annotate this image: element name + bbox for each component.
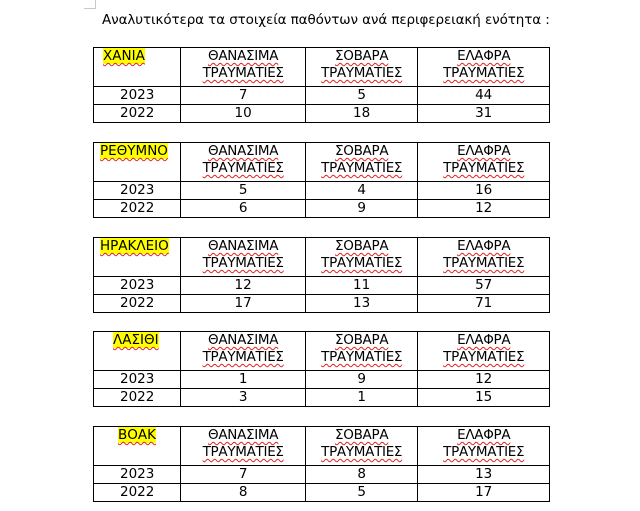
light-cell: 57: [418, 277, 550, 295]
year-cell: 2022: [94, 200, 181, 218]
header-line1: ΘΑΝΑΣΙΜΑ: [208, 332, 279, 348]
year-cell: 2022: [94, 295, 181, 313]
region-name: ΧΑΝΙΑ: [103, 48, 145, 64]
header-line1: ΘΑΝΑΣΙΜΑ: [208, 238, 279, 254]
document-heading: Αναλυτικότερα τα στοιχεία παθόντων ανά περιφερειακή ενότητα :: [102, 12, 550, 28]
header-serious: [305, 332, 417, 371]
header-line2: ΤΡΑΥΜΑΤΙΕΣ: [443, 255, 525, 271]
table-row: [94, 182, 550, 200]
header-serious: [305, 427, 417, 466]
year-cell: 2023: [94, 277, 181, 295]
serious-cell: 5: [305, 484, 417, 502]
region-name: ΒΟΑΚ: [118, 427, 156, 443]
region-table-chania: [93, 47, 550, 123]
serious-cell: 5: [305, 87, 417, 105]
table-row: [94, 484, 550, 502]
table-row: [94, 389, 550, 407]
light-cell: 15: [418, 389, 550, 407]
light-cell: 31: [418, 105, 550, 123]
year-cell: 2023: [94, 87, 181, 105]
year-cell: 2022: [94, 105, 181, 123]
serious-cell: 9: [305, 200, 417, 218]
fatal-cell: 10: [181, 105, 306, 123]
table-header-row: [94, 332, 550, 371]
header-light: [418, 427, 550, 466]
header-line2: ΤΡΑΥΜΑΤΙΕΣ: [321, 160, 403, 176]
fatal-cell: 7: [181, 466, 306, 484]
serious-cell: 13: [305, 295, 417, 313]
header-line2: ΤΡΑΥΜΑΤΙΕΣ: [443, 65, 525, 81]
header-line1: ΕΛΑΦΡΑ: [457, 332, 511, 348]
table-row: [94, 277, 550, 295]
serious-cell: 11: [305, 277, 417, 295]
table-row: [94, 200, 550, 218]
table-row: [94, 87, 550, 105]
light-cell: 12: [418, 371, 550, 389]
region-name-cell: [94, 48, 181, 87]
region-name: ΛΑΣΙΘΙ: [113, 332, 159, 348]
region-table-heraklion: [93, 237, 550, 313]
serious-cell: 8: [305, 466, 417, 484]
table-header-row: [94, 48, 550, 87]
year-cell: 2022: [94, 484, 181, 502]
table-header-row: [94, 238, 550, 277]
header-line2: ΤΡΑΥΜΑΤΙΕΣ: [202, 349, 284, 365]
light-cell: 16: [418, 182, 550, 200]
header-line1: ΕΛΑΦΡΑ: [457, 427, 511, 443]
header-light: [418, 48, 550, 87]
region-name-cell: [94, 143, 181, 182]
header-line2: ΤΡΑΥΜΑΤΙΕΣ: [202, 255, 284, 271]
header-line1: ΣΟΒΑΡΑ: [335, 332, 389, 348]
year-cell: 2023: [94, 182, 181, 200]
fatal-cell: 7: [181, 87, 306, 105]
header-line1: ΣΟΒΑΡΑ: [335, 48, 389, 64]
header-line1: ΕΛΑΦΡΑ: [457, 143, 511, 159]
table-row: [94, 105, 550, 123]
fatal-cell: 1: [181, 371, 306, 389]
header-serious: [305, 143, 417, 182]
header-serious: [305, 238, 417, 277]
light-cell: 12: [418, 200, 550, 218]
fatal-cell: 5: [181, 182, 306, 200]
header-fatal: [181, 238, 306, 277]
header-line2: ΤΡΑΥΜΑΤΙΕΣ: [321, 349, 403, 365]
header-line1: ΘΑΝΑΣΙΜΑ: [208, 48, 279, 64]
header-fatal: [181, 332, 306, 371]
header-fatal: [181, 143, 306, 182]
region-name-cell: [94, 427, 181, 466]
header-line1: ΣΟΒΑΡΑ: [335, 238, 389, 254]
header-line2: ΤΡΑΥΜΑΤΙΕΣ: [443, 349, 525, 365]
header-line2: ΤΡΑΥΜΑΤΙΕΣ: [443, 160, 525, 176]
light-cell: 71: [418, 295, 550, 313]
serious-cell: 18: [305, 105, 417, 123]
header-line2: ΤΡΑΥΜΑΤΙΕΣ: [443, 444, 525, 460]
region-name: ΗΡΑΚΛΕΙΟ: [100, 238, 169, 254]
region-table-lasithi: [93, 331, 550, 407]
header-line2: ΤΡΑΥΜΑΤΙΕΣ: [321, 444, 403, 460]
header-fatal: [181, 48, 306, 87]
header-line1: ΣΟΒΑΡΑ: [335, 143, 389, 159]
fatal-cell: 8: [181, 484, 306, 502]
header-line1: ΣΟΒΑΡΑ: [335, 427, 389, 443]
header-fatal: [181, 427, 306, 466]
header-line2: ΤΡΑΥΜΑΤΙΕΣ: [202, 444, 284, 460]
fatal-cell: 3: [181, 389, 306, 407]
header-line1: ΘΑΝΑΣΙΜΑ: [208, 143, 279, 159]
table-row: [94, 295, 550, 313]
page-corner-marker: [84, 0, 96, 9]
light-cell: 44: [418, 87, 550, 105]
fatal-cell: 17: [181, 295, 306, 313]
region-name: ΡΕΘΥΜΝΟ: [100, 143, 168, 159]
header-line1: ΕΛΑΦΡΑ: [457, 238, 511, 254]
light-cell: 17: [418, 484, 550, 502]
year-cell: 2023: [94, 371, 181, 389]
header-light: [418, 143, 550, 182]
region-name-cell: [94, 238, 181, 277]
region-name-cell: [94, 332, 181, 371]
header-line2: ΤΡΑΥΜΑΤΙΕΣ: [202, 65, 284, 81]
header-serious: [305, 48, 417, 87]
region-table-voak: [93, 426, 550, 502]
serious-cell: 9: [305, 371, 417, 389]
table-row: [94, 371, 550, 389]
fatal-cell: 12: [181, 277, 306, 295]
header-line2: ΤΡΑΥΜΑΤΙΕΣ: [321, 255, 403, 271]
serious-cell: 4: [305, 182, 417, 200]
table-header-row: [94, 143, 550, 182]
serious-cell: 1: [305, 389, 417, 407]
light-cell: 13: [418, 466, 550, 484]
table-header-row: [94, 427, 550, 466]
header-line1: ΘΑΝΑΣΙΜΑ: [208, 427, 279, 443]
header-light: [418, 238, 550, 277]
region-table-rethymno: [93, 142, 550, 218]
year-cell: 2023: [94, 466, 181, 484]
table-row: [94, 466, 550, 484]
header-line2: ΤΡΑΥΜΑΤΙΕΣ: [321, 65, 403, 81]
header-line1: ΕΛΑΦΡΑ: [457, 48, 511, 64]
header-line2: ΤΡΑΥΜΑΤΙΕΣ: [202, 160, 284, 176]
header-light: [418, 332, 550, 371]
year-cell: 2022: [94, 389, 181, 407]
fatal-cell: 6: [181, 200, 306, 218]
